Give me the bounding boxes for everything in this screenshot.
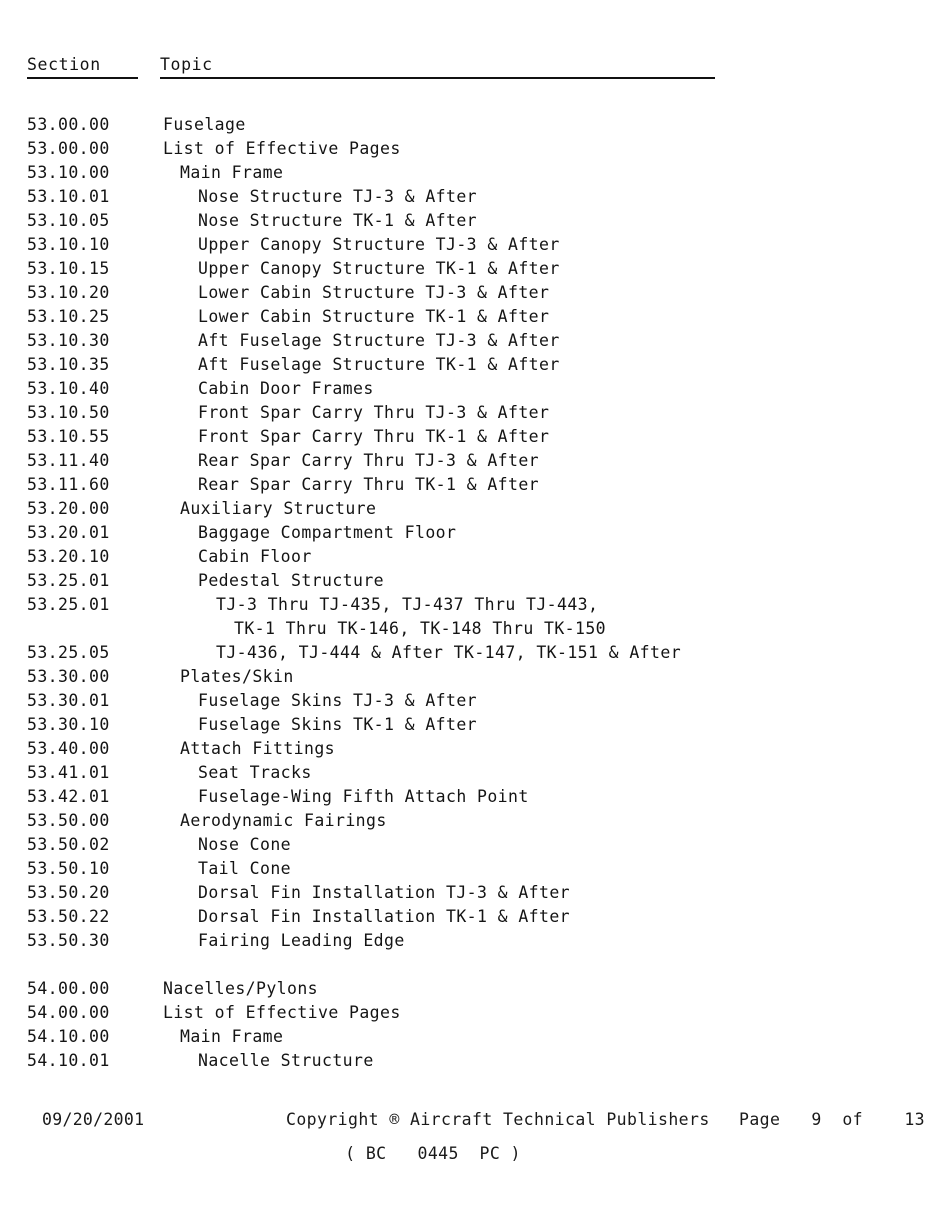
row-section-number: 53.50.20 xyxy=(27,883,110,902)
row-topic-label: TK-1 Thru TK-146, TK-148 Thru TK-150 xyxy=(234,619,607,638)
table-row[interactable] xyxy=(0,425,931,449)
footer-secondary-line xyxy=(0,1144,931,1163)
column-header xyxy=(0,55,931,81)
table-row[interactable] xyxy=(0,257,931,281)
row-topic-label: Fuselage Skins TK-1 & After xyxy=(198,715,478,734)
row-section-number: 53.30.10 xyxy=(27,715,110,734)
row-section-number: 54.00.00 xyxy=(27,979,110,998)
table-row[interactable] xyxy=(0,905,931,929)
table-row[interactable] xyxy=(0,329,931,353)
row-topic-label: Baggage Compartment Floor xyxy=(198,523,457,542)
row-topic-label: Fairing Leading Edge xyxy=(198,931,405,950)
section-header-rule xyxy=(27,77,138,79)
row-section-number: 53.30.01 xyxy=(27,691,110,710)
row-section-number: 53.10.05 xyxy=(27,211,110,230)
row-section-number: 53.10.50 xyxy=(27,403,110,422)
row-section-number: 53.25.01 xyxy=(27,595,110,614)
row-topic-label: Cabin Floor xyxy=(198,547,312,566)
footer-page-number: Page 9 of 13 xyxy=(739,1110,926,1129)
table-row[interactable] xyxy=(0,665,931,689)
row-topic-label: Lower Cabin Structure TJ-3 & After xyxy=(198,283,550,302)
row-topic-label: Rear Spar Carry Thru TK-1 & After xyxy=(198,475,540,494)
row-topic-label: List of Effective Pages xyxy=(163,1003,401,1022)
table-row[interactable] xyxy=(0,377,931,401)
table-row[interactable] xyxy=(0,281,931,305)
row-section-number: 53.10.15 xyxy=(27,259,110,278)
row-section-number: 53.10.55 xyxy=(27,427,110,446)
row-section-number: 53.40.00 xyxy=(27,739,110,758)
row-topic-label: Plates/Skin xyxy=(180,667,294,686)
row-topic-label: Lower Cabin Structure TK-1 & After xyxy=(198,307,550,326)
row-topic-label: Cabin Door Frames xyxy=(198,379,374,398)
row-topic-label: Tail Cone xyxy=(198,859,292,878)
row-topic-label: TJ-436, TJ-444 & After TK-147, TK-151 & After xyxy=(216,643,682,662)
row-section-number: 53.10.01 xyxy=(27,187,110,206)
table-row[interactable] xyxy=(0,137,931,161)
table-row[interactable] xyxy=(0,977,931,1001)
column-header-topic: Topic xyxy=(160,55,213,74)
row-section-number: 53.20.01 xyxy=(27,523,110,542)
row-topic-label: Front Spar Carry Thru TJ-3 & After xyxy=(198,403,550,422)
row-topic-label: Fuselage Skins TJ-3 & After xyxy=(198,691,478,710)
table-row[interactable] xyxy=(0,497,931,521)
table-row[interactable] xyxy=(0,857,931,881)
table-row[interactable] xyxy=(0,233,931,257)
row-section-number: 53.10.00 xyxy=(27,163,110,182)
table-row[interactable] xyxy=(0,689,931,713)
row-topic-label: Main Frame xyxy=(180,163,284,182)
table-row[interactable] xyxy=(0,785,931,809)
row-topic-label: Nacelle Structure xyxy=(198,1051,374,1070)
row-topic-label: Dorsal Fin Installation TJ-3 & After xyxy=(198,883,571,902)
row-topic-label: TJ-3 Thru TJ-435, TJ-437 Thru TJ-443, xyxy=(216,595,599,614)
row-topic-label: Upper Canopy Structure TJ-3 & After xyxy=(198,235,560,254)
row-topic-label: Nose Structure TJ-3 & After xyxy=(198,187,478,206)
table-row[interactable] xyxy=(0,1025,931,1049)
footer-copyright: Copyright ® Aircraft Technical Publishers xyxy=(286,1110,710,1129)
row-section-number: 53.10.25 xyxy=(27,307,110,326)
table-row[interactable] xyxy=(0,161,931,185)
table-row[interactable] xyxy=(0,353,931,377)
table-row[interactable] xyxy=(0,713,931,737)
table-row[interactable] xyxy=(0,113,931,137)
topic-header-rule xyxy=(160,77,715,79)
row-topic-label: Pedestal Structure xyxy=(198,571,385,590)
footer-primary-line xyxy=(0,1110,931,1136)
row-section-number: 53.10.40 xyxy=(27,379,110,398)
row-section-number: 53.50.00 xyxy=(27,811,110,830)
table-row[interactable] xyxy=(0,305,931,329)
table-row[interactable] xyxy=(0,401,931,425)
row-topic-label: Nacelles/Pylons xyxy=(163,979,319,998)
table-row[interactable] xyxy=(0,1049,931,1073)
row-topic-label: Dorsal Fin Installation TK-1 & After xyxy=(198,907,571,926)
table-row[interactable] xyxy=(0,449,931,473)
row-section-number: 53.11.40 xyxy=(27,451,110,470)
table-row[interactable] xyxy=(0,833,931,857)
row-section-number: 54.10.00 xyxy=(27,1027,110,1046)
row-topic-label: Nose Cone xyxy=(198,835,292,854)
row-topic-label: Upper Canopy Structure TK-1 & After xyxy=(198,259,560,278)
row-section-number: 53.10.35 xyxy=(27,355,110,374)
table-of-contents xyxy=(0,113,931,1073)
table-row[interactable] xyxy=(0,641,931,665)
row-topic-label: Nose Structure TK-1 & After xyxy=(198,211,478,230)
row-topic-label: Rear Spar Carry Thru TJ-3 & After xyxy=(198,451,540,470)
row-section-number: 53.42.01 xyxy=(27,787,110,806)
table-row[interactable] xyxy=(0,617,931,641)
row-section-number: 53.00.00 xyxy=(27,139,110,158)
row-section-number: 53.50.10 xyxy=(27,859,110,878)
row-section-number: 53.25.01 xyxy=(27,571,110,590)
row-topic-label: Aft Fuselage Structure TJ-3 & After xyxy=(198,331,560,350)
row-section-number: 53.50.02 xyxy=(27,835,110,854)
row-section-number: 54.10.01 xyxy=(27,1051,110,1070)
row-topic-label: Seat Tracks xyxy=(198,763,312,782)
row-topic-label: Fuselage-Wing Fifth Attach Point xyxy=(198,787,529,806)
page-footer xyxy=(0,1110,931,1180)
row-section-number: 53.25.05 xyxy=(27,643,110,662)
row-section-number: 53.50.22 xyxy=(27,907,110,926)
row-section-number: 53.11.60 xyxy=(27,475,110,494)
row-section-number: 53.50.30 xyxy=(27,931,110,950)
column-header-section: Section xyxy=(27,55,101,74)
row-topic-label: Auxiliary Structure xyxy=(180,499,377,518)
table-row[interactable] xyxy=(0,809,931,833)
table-row[interactable] xyxy=(0,185,931,209)
table-row[interactable] xyxy=(0,1001,931,1025)
row-section-number: 53.00.00 xyxy=(27,115,110,134)
toc-spacer-row xyxy=(0,953,931,977)
row-section-number: 53.10.10 xyxy=(27,235,110,254)
row-topic-label: Aft Fuselage Structure TK-1 & After xyxy=(198,355,560,374)
row-section-number: 53.30.00 xyxy=(27,667,110,686)
footer-date: 09/20/2001 xyxy=(42,1110,145,1129)
row-section-number: 53.10.20 xyxy=(27,283,110,302)
row-topic-label: List of Effective Pages xyxy=(163,139,401,158)
table-row[interactable] xyxy=(0,569,931,593)
table-row[interactable] xyxy=(0,545,931,569)
row-topic-label: Front Spar Carry Thru TK-1 & After xyxy=(198,427,550,446)
table-row[interactable] xyxy=(0,473,931,497)
table-row[interactable] xyxy=(0,593,931,617)
table-row[interactable] xyxy=(0,209,931,233)
footer-document-code: ( BC 0445 PC ) xyxy=(345,1144,521,1163)
table-row[interactable] xyxy=(0,521,931,545)
row-section-number: 53.10.30 xyxy=(27,331,110,350)
table-row[interactable] xyxy=(0,881,931,905)
row-topic-label: Attach Fittings xyxy=(180,739,336,758)
row-topic-label: Main Frame xyxy=(180,1027,284,1046)
row-section-number: 53.20.10 xyxy=(27,547,110,566)
row-section-number: 54.00.00 xyxy=(27,1003,110,1022)
row-section-number: 53.41.01 xyxy=(27,763,110,782)
table-row[interactable] xyxy=(0,761,931,785)
table-row[interactable] xyxy=(0,737,931,761)
table-row[interactable] xyxy=(0,929,931,953)
row-section-number: 53.20.00 xyxy=(27,499,110,518)
row-topic-label: Aerodynamic Fairings xyxy=(180,811,387,830)
row-topic-label: Fuselage xyxy=(163,115,246,134)
